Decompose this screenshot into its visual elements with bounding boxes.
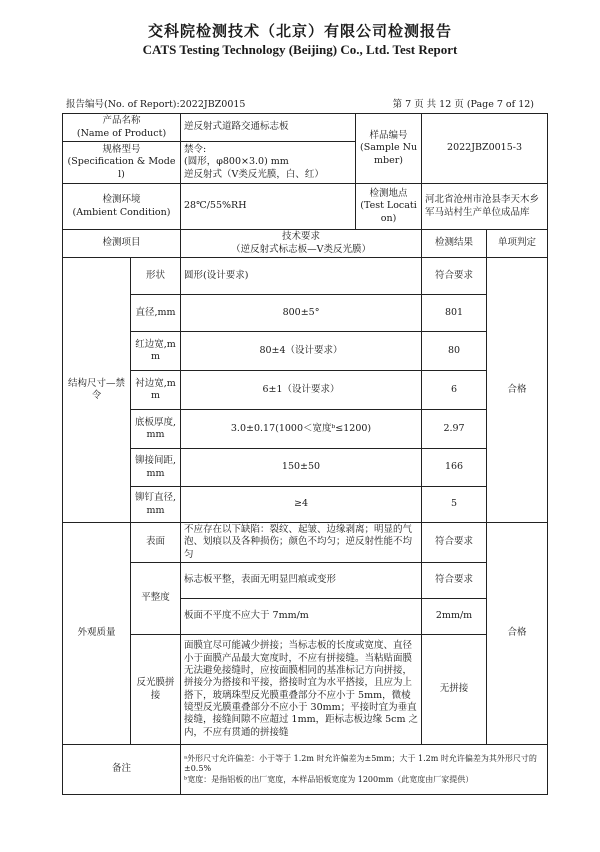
requirement-title: 技术要求 [282, 231, 321, 243]
structure-item-requirement: 6±1（设计要求） [181, 371, 422, 410]
env-label-en: (Ambient Condition) [72, 206, 171, 218]
flatness-requirement-1: 标志板平整，表面无明显凹痕或变形 [181, 563, 422, 599]
spec-label-cn: 规格型号 [102, 143, 141, 155]
spec-label [63, 142, 181, 184]
product-value: 逆反射式道路交通标志板 [181, 114, 356, 142]
appearance-row-film-splicing [63, 635, 548, 745]
structure-row-diameter [63, 295, 548, 332]
flatness-result-1: 符合要求 [422, 563, 487, 599]
film-splicing-requirement: 面膜宜尽可能减少拼接；当标志板的长度或宽度、直径小于面膜产品最大宽度时，不应有拼接缝。当粘贴面膜无法避免接缝时，应按面膜相同的基准标记方向拼接，拼接分为搭接和平接，搭接时宜为水平搭接，且应为上搭下，玻璃珠型反光膜重叠部分不应小于 5mm，微棱镜型反光膜重叠部分不应小于 30mm；平接时宜为垂直接缝，接缝间隙不应超过 1mm，距标志板边缘 5cm 之内，不应有贯通的拼接缝 [181, 635, 422, 745]
location-label [356, 184, 422, 230]
appearance-row-flatness-1 [63, 563, 548, 599]
remark-note-2: ᵇ宽度：是指铝板的出厂宽度，本样品铝板宽度为 1200mm（此宽度由厂家提供） [184, 774, 474, 784]
structure-item-requirement: 3.0±0.17(1000＜宽度ᵇ≤1200) [181, 410, 422, 449]
structure-verdict: 合格 [487, 258, 548, 523]
report-number: 报告编号(No. of Report):2022JBZ0015 [66, 99, 246, 110]
appearance-row-surface [63, 523, 548, 563]
sample-label [356, 114, 422, 184]
remark-note-1: ᵃ外形尺寸允许偏差：小于等于 1.2m 时允许偏差为±5mm；大于 1.2m 时允许偏差为其外形尺寸的±0.5% [184, 753, 537, 774]
column-header-row [63, 230, 548, 258]
structure-item-name: 铆钉直径,mm [131, 487, 181, 523]
structure-item-name: 直径,mm [131, 295, 181, 332]
structure-item-result: 6 [422, 371, 487, 410]
col-header-item: 检测项目 [63, 230, 181, 258]
structure-row-shape [63, 258, 548, 295]
spec-line-2: (圆形，φ800×3.0) mm [184, 156, 289, 168]
sample-value: 2022JBZ0015-3 [422, 114, 548, 184]
structure-item-requirement: 圆形(设计要求) [181, 258, 422, 295]
structure-item-requirement: 150±50 [181, 449, 422, 487]
structure-row-rivet-diameter [63, 487, 548, 523]
product-label-cn: 产品名称 [102, 115, 141, 127]
structure-item-result: 166 [422, 449, 487, 487]
structure-item-result: 5 [422, 487, 487, 523]
remarks-content [181, 745, 548, 795]
remarks-row [63, 745, 548, 795]
film-splicing-result: 无拼接 [422, 635, 487, 745]
structure-item-name: 衬边宽,mm [131, 371, 181, 410]
sample-label-en: (Sample Number) [359, 142, 418, 166]
structure-item-name: 红边宽,mm [131, 332, 181, 371]
product-label-en: (Name of Product) [76, 127, 167, 139]
spec-line-1: 禁令: [184, 143, 207, 155]
location-label-en: (Test Location) [360, 200, 417, 224]
film-splicing-name: 反光膜拼接 [131, 635, 181, 745]
location-label-cn: 检测地点 [369, 187, 408, 199]
surface-result: 符合要求 [422, 523, 487, 563]
structure-group-label: 结构尺寸—禁令 [63, 258, 131, 523]
structure-item-requirement: 80±4（设计要求） [181, 332, 422, 371]
structure-row-plate-thickness [63, 410, 548, 449]
product-label [63, 114, 181, 142]
info-row-product [63, 114, 548, 142]
page-number: 第 7 页 共 12 页 (Page 7 of 12) [392, 99, 534, 110]
appearance-verdict: 合格 [487, 523, 548, 745]
sample-label-cn: 样品编号 [369, 129, 408, 141]
structure-item-name: 底板厚度,mm [131, 410, 181, 449]
structure-item-name: 形状 [131, 258, 181, 295]
env-value: 28℃/55%RH [181, 184, 356, 230]
requirement-subtitle: （逆反射式标志板—V类反光膜） [231, 243, 371, 255]
col-header-verdict: 单项判定 [487, 230, 548, 258]
structure-item-result: 符合要求 [422, 258, 487, 295]
spec-line-3: 逆反射式（V类反光膜，白、红） [184, 168, 324, 180]
spec-value [181, 142, 356, 184]
flatness-name: 平整度 [131, 563, 181, 635]
location-value: 河北省沧州市沧县李天木乡军马站村生产单位成品库 [422, 184, 548, 230]
remarks-label: 备注 [63, 745, 181, 795]
appearance-group-label: 外观质量 [63, 523, 131, 745]
structure-item-requirement: ≥4 [181, 487, 422, 523]
structure-row-rivet-spacing [63, 449, 548, 487]
structure-item-name: 铆接间距,mm [131, 449, 181, 487]
structure-item-result: 80 [422, 332, 487, 371]
report-title-cn: 交科院检测技术（北京）有限公司检测报告 [147, 22, 452, 40]
info-row-environment [63, 184, 548, 230]
structure-item-requirement: 800±5° [181, 295, 422, 332]
surface-requirement: 不应存在以下缺陷：裂纹、起皱、边缘剥离；明显的气泡、划痕以及各种损伤；颜色不均匀；逆反射性能不均匀 [181, 523, 422, 563]
structure-item-result: 801 [422, 295, 487, 332]
spec-label-en: (Specification & Model) [67, 156, 176, 180]
test-report-table [62, 113, 548, 795]
env-label-cn: 检测环境 [102, 194, 141, 206]
col-header-requirement [181, 230, 422, 258]
structure-item-result: 2.97 [422, 410, 487, 449]
flatness-result-2: 2mm/m [422, 599, 487, 635]
col-header-result: 检测结果 [422, 230, 487, 258]
structure-row-red-border [63, 332, 548, 371]
surface-name: 表面 [131, 523, 181, 563]
report-title-en: CATS Testing Technology (Beijing) Co., Ltd. Test Report [142, 42, 458, 57]
env-label [63, 184, 181, 230]
flatness-requirement-2: 板面不平度不应大于 7mm/m [181, 599, 422, 635]
structure-row-lining-border [63, 371, 548, 410]
